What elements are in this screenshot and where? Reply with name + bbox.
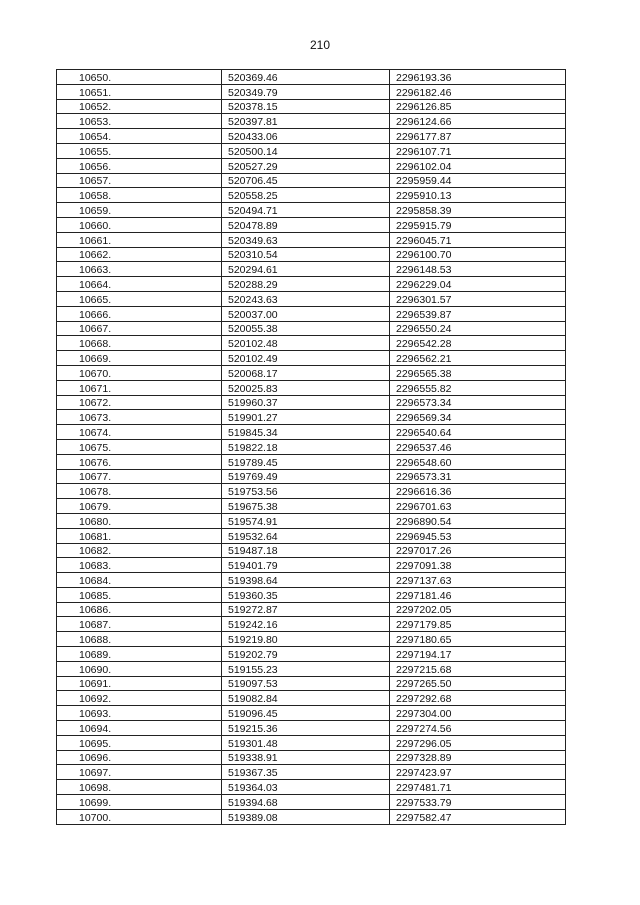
easting-cell: 520055.38 (222, 321, 390, 336)
table-row (57, 587, 566, 602)
table-row (57, 114, 566, 129)
point-number-cell: 10667. (57, 321, 222, 336)
northing-cell: 2296124.66 (390, 114, 566, 129)
northing-cell: 2296539.87 (390, 306, 566, 321)
point-number-cell: 10668. (57, 336, 222, 351)
point-number-cell: 10673. (57, 410, 222, 425)
page-number: 210 (309, 38, 331, 52)
point-number-cell: 10672. (57, 395, 222, 410)
northing-cell: 2296177.87 (390, 129, 566, 144)
point-number-cell: 10650. (57, 70, 222, 85)
northing-cell: 2296193.36 (390, 70, 566, 85)
northing-cell: 2296890.54 (390, 513, 566, 528)
northing-cell: 2296562.21 (390, 351, 566, 366)
point-number-cell: 10695. (57, 735, 222, 750)
easting-cell: 520478.89 (222, 217, 390, 232)
northing-cell: 2297017.26 (390, 543, 566, 558)
easting-cell: 519242.16 (222, 617, 390, 632)
point-number-cell: 10697. (57, 765, 222, 780)
table-row (57, 750, 566, 765)
northing-cell: 2297202.05 (390, 602, 566, 617)
point-number-cell: 10687. (57, 617, 222, 632)
table-row (57, 499, 566, 514)
easting-cell: 519845.34 (222, 425, 390, 440)
table-row (57, 795, 566, 810)
table-row (57, 262, 566, 277)
table-row (57, 99, 566, 114)
northing-cell: 2297328.89 (390, 750, 566, 765)
table-row (57, 721, 566, 736)
table-row (57, 809, 566, 824)
table-row (57, 351, 566, 366)
northing-cell: 2296550.24 (390, 321, 566, 336)
point-number-cell: 10694. (57, 721, 222, 736)
table-row (57, 573, 566, 588)
northing-cell: 2296148.53 (390, 262, 566, 277)
table-row (57, 617, 566, 632)
table-row (57, 647, 566, 662)
point-number-cell: 10679. (57, 499, 222, 514)
northing-cell: 2297481.71 (390, 780, 566, 795)
northing-cell: 2296100.70 (390, 247, 566, 262)
point-number-cell: 10671. (57, 380, 222, 395)
northing-cell: 2296616.36 (390, 484, 566, 499)
table-row (57, 336, 566, 351)
table-row (57, 425, 566, 440)
easting-cell: 519155.23 (222, 661, 390, 676)
easting-cell: 520397.81 (222, 114, 390, 129)
easting-cell: 520349.63 (222, 232, 390, 247)
northing-cell: 2296945.53 (390, 528, 566, 543)
table-row (57, 70, 566, 85)
easting-cell: 519753.56 (222, 484, 390, 499)
table-row (57, 439, 566, 454)
northing-cell: 2297181.46 (390, 587, 566, 602)
northing-cell: 2296182.46 (390, 84, 566, 99)
northing-cell: 2296540.64 (390, 425, 566, 440)
point-number-cell: 10654. (57, 129, 222, 144)
point-number-cell: 10683. (57, 558, 222, 573)
point-number-cell: 10682. (57, 543, 222, 558)
northing-cell: 2297274.56 (390, 721, 566, 736)
northing-cell: 2296542.28 (390, 336, 566, 351)
northing-cell: 2297292.68 (390, 691, 566, 706)
easting-cell: 520068.17 (222, 365, 390, 380)
easting-cell: 519398.64 (222, 573, 390, 588)
northing-cell: 2296701.63 (390, 499, 566, 514)
point-number-cell: 10688. (57, 632, 222, 647)
easting-cell: 519822.18 (222, 439, 390, 454)
point-number-cell: 10657. (57, 173, 222, 188)
table-row (57, 676, 566, 691)
coordinates-table (56, 69, 566, 825)
table-row (57, 602, 566, 617)
table-row (57, 543, 566, 558)
table-row (57, 365, 566, 380)
table-row (57, 203, 566, 218)
northing-cell: 2297091.38 (390, 558, 566, 573)
table-row (57, 469, 566, 484)
easting-cell: 519097.53 (222, 676, 390, 691)
northing-cell: 2296573.31 (390, 469, 566, 484)
northing-cell: 2296126.85 (390, 99, 566, 114)
easting-cell: 519389.08 (222, 809, 390, 824)
table-row (57, 291, 566, 306)
point-number-cell: 10675. (57, 439, 222, 454)
northing-cell: 2297180.65 (390, 632, 566, 647)
point-number-cell: 10700. (57, 809, 222, 824)
easting-cell: 520433.06 (222, 129, 390, 144)
easting-cell: 519338.91 (222, 750, 390, 765)
point-number-cell: 10686. (57, 602, 222, 617)
table-row (57, 395, 566, 410)
easting-cell: 520288.29 (222, 277, 390, 292)
point-number-cell: 10655. (57, 143, 222, 158)
table-row (57, 661, 566, 676)
northing-cell: 2297304.00 (390, 706, 566, 721)
northing-cell: 2296569.34 (390, 410, 566, 425)
point-number-cell: 10651. (57, 84, 222, 99)
point-number-cell: 10698. (57, 780, 222, 795)
easting-cell: 519675.38 (222, 499, 390, 514)
point-number-cell: 10676. (57, 454, 222, 469)
easting-cell: 520294.61 (222, 262, 390, 277)
easting-cell: 520102.49 (222, 351, 390, 366)
point-number-cell: 10692. (57, 691, 222, 706)
easting-cell: 519769.49 (222, 469, 390, 484)
northing-cell: 2297194.17 (390, 647, 566, 662)
point-number-cell: 10681. (57, 528, 222, 543)
northing-cell: 2295959.44 (390, 173, 566, 188)
easting-cell: 520494.71 (222, 203, 390, 218)
easting-cell: 520500.14 (222, 143, 390, 158)
point-number-cell: 10690. (57, 661, 222, 676)
point-number-cell: 10653. (57, 114, 222, 129)
table-row (57, 232, 566, 247)
northing-cell: 2297423.97 (390, 765, 566, 780)
northing-cell: 2297179.85 (390, 617, 566, 632)
easting-cell: 520378.15 (222, 99, 390, 114)
easting-cell: 519789.45 (222, 454, 390, 469)
northing-cell: 2297582.47 (390, 809, 566, 824)
easting-cell: 520558.25 (222, 188, 390, 203)
table-row (57, 706, 566, 721)
coordinates-table-body (57, 70, 566, 825)
easting-cell: 520025.83 (222, 380, 390, 395)
point-number-cell: 10685. (57, 587, 222, 602)
northing-cell: 2296045.71 (390, 232, 566, 247)
point-number-cell: 10661. (57, 232, 222, 247)
table-row (57, 306, 566, 321)
point-number-cell: 10696. (57, 750, 222, 765)
easting-cell: 520706.45 (222, 173, 390, 188)
point-number-cell: 10674. (57, 425, 222, 440)
northing-cell: 2295910.13 (390, 188, 566, 203)
easting-cell: 519574.91 (222, 513, 390, 528)
easting-cell: 519401.79 (222, 558, 390, 573)
easting-cell: 519202.79 (222, 647, 390, 662)
easting-cell: 519364.03 (222, 780, 390, 795)
point-number-cell: 10691. (57, 676, 222, 691)
easting-cell: 520310.54 (222, 247, 390, 262)
easting-cell: 519532.64 (222, 528, 390, 543)
point-number-cell: 10656. (57, 158, 222, 173)
northing-cell: 2297215.68 (390, 661, 566, 676)
northing-cell: 2295915.79 (390, 217, 566, 232)
easting-cell: 519301.48 (222, 735, 390, 750)
easting-cell: 520527.29 (222, 158, 390, 173)
northing-cell: 2296573.34 (390, 395, 566, 410)
northing-cell: 2297533.79 (390, 795, 566, 810)
northing-cell: 2296229.04 (390, 277, 566, 292)
table-row (57, 188, 566, 203)
northing-cell: 2296565.38 (390, 365, 566, 380)
easting-cell: 519901.27 (222, 410, 390, 425)
point-number-cell: 10666. (57, 306, 222, 321)
easting-cell: 519487.18 (222, 543, 390, 558)
table-row (57, 84, 566, 99)
table-row (57, 321, 566, 336)
table-row (57, 173, 566, 188)
easting-cell: 519367.35 (222, 765, 390, 780)
easting-cell: 520369.46 (222, 70, 390, 85)
easting-cell: 519219.80 (222, 632, 390, 647)
northing-cell: 2296301.57 (390, 291, 566, 306)
table-row (57, 691, 566, 706)
table-row (57, 454, 566, 469)
table-row (57, 247, 566, 262)
table-row (57, 780, 566, 795)
easting-cell: 519394.68 (222, 795, 390, 810)
point-number-cell: 10664. (57, 277, 222, 292)
point-number-cell: 10670. (57, 365, 222, 380)
point-number-cell: 10678. (57, 484, 222, 499)
point-number-cell: 10693. (57, 706, 222, 721)
easting-cell: 519272.87 (222, 602, 390, 617)
easting-cell: 520102.48 (222, 336, 390, 351)
northing-cell: 2297137.63 (390, 573, 566, 588)
table-row (57, 217, 566, 232)
northing-cell: 2296537.46 (390, 439, 566, 454)
point-number-cell: 10699. (57, 795, 222, 810)
easting-cell: 519360.35 (222, 587, 390, 602)
table-row (57, 143, 566, 158)
point-number-cell: 10665. (57, 291, 222, 306)
northing-cell: 2296102.04 (390, 158, 566, 173)
table-row (57, 765, 566, 780)
point-number-cell: 10677. (57, 469, 222, 484)
easting-cell: 520037.00 (222, 306, 390, 321)
point-number-cell: 10659. (57, 203, 222, 218)
table-row (57, 410, 566, 425)
table-row (57, 735, 566, 750)
point-number-cell: 10689. (57, 647, 222, 662)
northing-cell: 2297296.05 (390, 735, 566, 750)
point-number-cell: 10669. (57, 351, 222, 366)
table-row (57, 484, 566, 499)
easting-cell: 520349.79 (222, 84, 390, 99)
table-row (57, 277, 566, 292)
table-row (57, 632, 566, 647)
table-row (57, 129, 566, 144)
easting-cell: 519215.36 (222, 721, 390, 736)
northing-cell: 2296548.60 (390, 454, 566, 469)
northing-cell: 2295858.39 (390, 203, 566, 218)
point-number-cell: 10660. (57, 217, 222, 232)
table-row (57, 558, 566, 573)
point-number-cell: 10658. (57, 188, 222, 203)
point-number-cell: 10663. (57, 262, 222, 277)
point-number-cell: 10652. (57, 99, 222, 114)
easting-cell: 519082.84 (222, 691, 390, 706)
easting-cell: 519960.37 (222, 395, 390, 410)
point-number-cell: 10684. (57, 573, 222, 588)
easting-cell: 519096.45 (222, 706, 390, 721)
table-row (57, 528, 566, 543)
easting-cell: 520243.63 (222, 291, 390, 306)
table-row (57, 513, 566, 528)
point-number-cell: 10680. (57, 513, 222, 528)
table-row (57, 158, 566, 173)
northing-cell: 2297265.50 (390, 676, 566, 691)
table-row (57, 380, 566, 395)
point-number-cell: 10662. (57, 247, 222, 262)
northing-cell: 2296555.82 (390, 380, 566, 395)
northing-cell: 2296107.71 (390, 143, 566, 158)
